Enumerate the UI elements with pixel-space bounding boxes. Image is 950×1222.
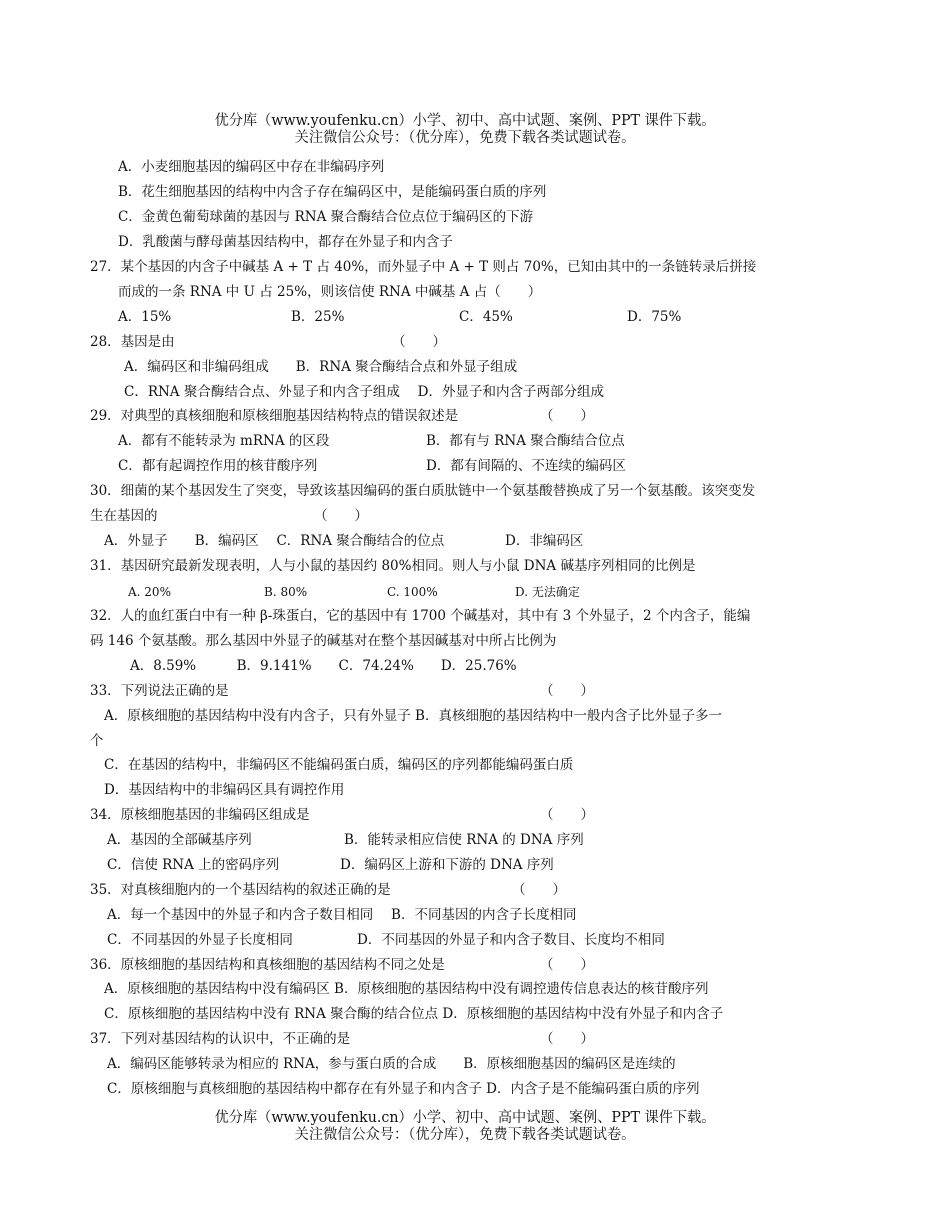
q33-option-c: C．在基因的结构中，非编码区不能编码蛋白质，编码区的序列都能编码蛋白质 (104, 757, 574, 773)
q28-stem: 28．基因是由 (90, 334, 175, 350)
q30-options-abc: A．外显子 B．编码区 C．RNA 聚合酶结合的位点 (104, 533, 445, 549)
q37-options-cd: C．原核细胞与真核细胞的基因结构中都存在有外显子和内含子 D．内含子是不能编码蛋白质的序列 (107, 1081, 700, 1097)
q27-option-d: D．75% (627, 309, 682, 325)
q31-option-a: A. 20% (128, 585, 171, 599)
q35-answer-paren: （ ） (512, 882, 566, 898)
q36-stem: 36．原核细胞的基因结构和真核细胞的基因结构不同之处是 (90, 957, 445, 973)
q28-options-cd: C．RNA 聚合酶结合点、外显子和内含子组成 D．外显子和内含子两部分组成 (124, 384, 604, 400)
q36-answer-paren: （ ） (540, 957, 594, 973)
q33-options-ab-line-1: A．原核细胞的基因结构中没有内含子，只有外显子 B．真核细胞的基因结构中一般内含子比外显子多一 (104, 708, 722, 724)
q33-stem: 33．下列说法正确的是 (90, 683, 229, 699)
q30-answer-paren: （ ） (314, 508, 368, 524)
q36-options-cd: C．原核细胞的基因结构中没有 RNA 聚合酶的结合位点 D．原核细胞的基因结构中没有外显子和内含子 (104, 1006, 724, 1022)
q31-option-d: D. 无法确定 (515, 585, 580, 599)
q33-option-d: D．基因结构中的非编码区具有调控作用 (104, 782, 345, 798)
q34-option-d: D．编码区上游和下游的 DNA 序列 (340, 857, 554, 873)
q29-option-a: A．都有不能转录为 mRNA 的区段 (118, 433, 330, 449)
q37-options-ab: A．编码区能够转录为相应的 RNA，参与蛋白质的合成 B．原核细胞基因的编码区是连续的 (107, 1056, 676, 1072)
q31-option-b: B. 80% (264, 585, 308, 599)
q37-answer-paren: （ ） (540, 1031, 594, 1047)
q29-stem: 29．对典型的真核细胞和原核细胞基因结构特点的错误叙述是 (90, 408, 459, 424)
q35-options-ab: A．每一个基因中的外显子和内含子数目相同 B．不同基因的内含子长度相同 (107, 907, 577, 923)
q30-stem-line-1: 30．细菌的某个基因发生了突变，导致该基因编码的蛋白质肽链中一个氨基酸替换成了另一个氨基酸。该突变发 (90, 483, 756, 499)
q33-options-ab-line-2: 个 (90, 733, 104, 749)
q27-option-c: C．45% (459, 309, 513, 325)
q28-answer-paren: （ ） (392, 334, 446, 350)
q31-option-c: C. 100% (387, 585, 438, 599)
header-line-2: 关注微信公众号：（优分库），免费下载各类试题试卷。 (294, 130, 636, 146)
q30-option-d: D．非编码区 (505, 533, 584, 549)
q35-option-d: D．不同基因的外显子和内含子数目、长度均不相同 (357, 932, 665, 948)
q32-stem-line-1: 32．人的血红蛋白中有一种 β-珠蛋白，它的基因中有 1700 个碱基对，其中有 3 个外显子，2 个内含子，能编 (90, 608, 751, 624)
q37-stem: 37．下列对基因结构的认识中，不正确的是 (90, 1031, 351, 1047)
q27-option-b: B．25% (291, 309, 345, 325)
q32-stem-line-2: 码 146 个氨基酸。那么基因中外显子的碱基对在整个基因碱基对中所占比例为 (90, 633, 557, 649)
q26-option-d: D．乳酸菌与酵母菌基因结构中，都存在外显子和内含子 (118, 234, 453, 250)
q30-stem-line-2: 生在基因的 (90, 508, 158, 524)
q34-answer-paren: （ ） (540, 807, 594, 823)
q32-options: A．8.59% B．9.141% C．74.24% D．25.76% (130, 658, 517, 674)
q26-option-b: B．花生细胞基因的结构中内含子存在编码区中，是能编码蛋白质的序列 (118, 184, 547, 200)
q29-answer-paren: （ ） (540, 408, 594, 424)
q33-answer-paren: （ ） (540, 683, 594, 699)
q27-option-a: A．15% (118, 309, 172, 325)
q34-stem: 34．原核细胞基因的非编码区组成是 (90, 807, 310, 823)
q27-stem-line-2: 而成的一条 RNA 中 U 占 25%，则该信使 RNA 中碱基 A 占（ ） (118, 284, 542, 300)
q31-stem: 31．基因研究最新发现表明，人与小鼠的基因约 80%相同。则人与小鼠 DNA 碱基序列相同的比例是 (90, 558, 696, 574)
q28-options-ab: A．编码区和非编码组成 B．RNA 聚合酶结合点和外显子组成 (124, 359, 518, 375)
header-line-1: 优分库（www.youfenku.cn）小学、初中、高中试题、案例、PPT 课件下载。 (214, 113, 716, 129)
q35-stem: 35．对真核细胞内的一个基因结构的叙述正确的是 (90, 882, 391, 898)
q34-option-c: C．信使 RNA 上的密码序列 (107, 857, 280, 873)
q29-option-c: C．都有起调控作用的核苷酸序列 (118, 458, 318, 474)
q26-option-a: A．小麦细胞基因的编码区中存在非编码序列 (118, 159, 385, 175)
q29-option-b: B．都有与 RNA 聚合酶结合位点 (426, 433, 625, 449)
q35-option-c: C．不同基因的外显子长度相同 (107, 932, 293, 948)
q34-option-a: A．基因的全部碱基序列 (107, 832, 252, 848)
q34-option-b: B．能转录相应信使 RNA 的 DNA 序列 (344, 832, 584, 848)
q27-stem-line-1: 27．某个基因的内含子中碱基 A + T 占 40%，而外显子中 A + T 则占 70%，已知由其中的一条链转录后拼接 (90, 259, 757, 275)
q26-option-c: C．金黄色葡萄球菌的基因与 RNA 聚合酶结合位点位于编码区的下游 (118, 209, 534, 225)
q36-options-ab: A．原核细胞的基因结构中没有编码区 B．原核细胞的基因结构中没有调控遗传信息表达的核苷酸序列 (104, 981, 709, 997)
footer-line-1: 优分库（www.youfenku.cn）小学、初中、高中试题、案例、PPT 课件下载。 (214, 1110, 716, 1126)
q29-option-d: D．都有间隔的、不连续的编码区 (426, 458, 626, 474)
footer-line-2: 关注微信公众号：（优分库），免费下载各类试题试卷。 (294, 1127, 636, 1143)
